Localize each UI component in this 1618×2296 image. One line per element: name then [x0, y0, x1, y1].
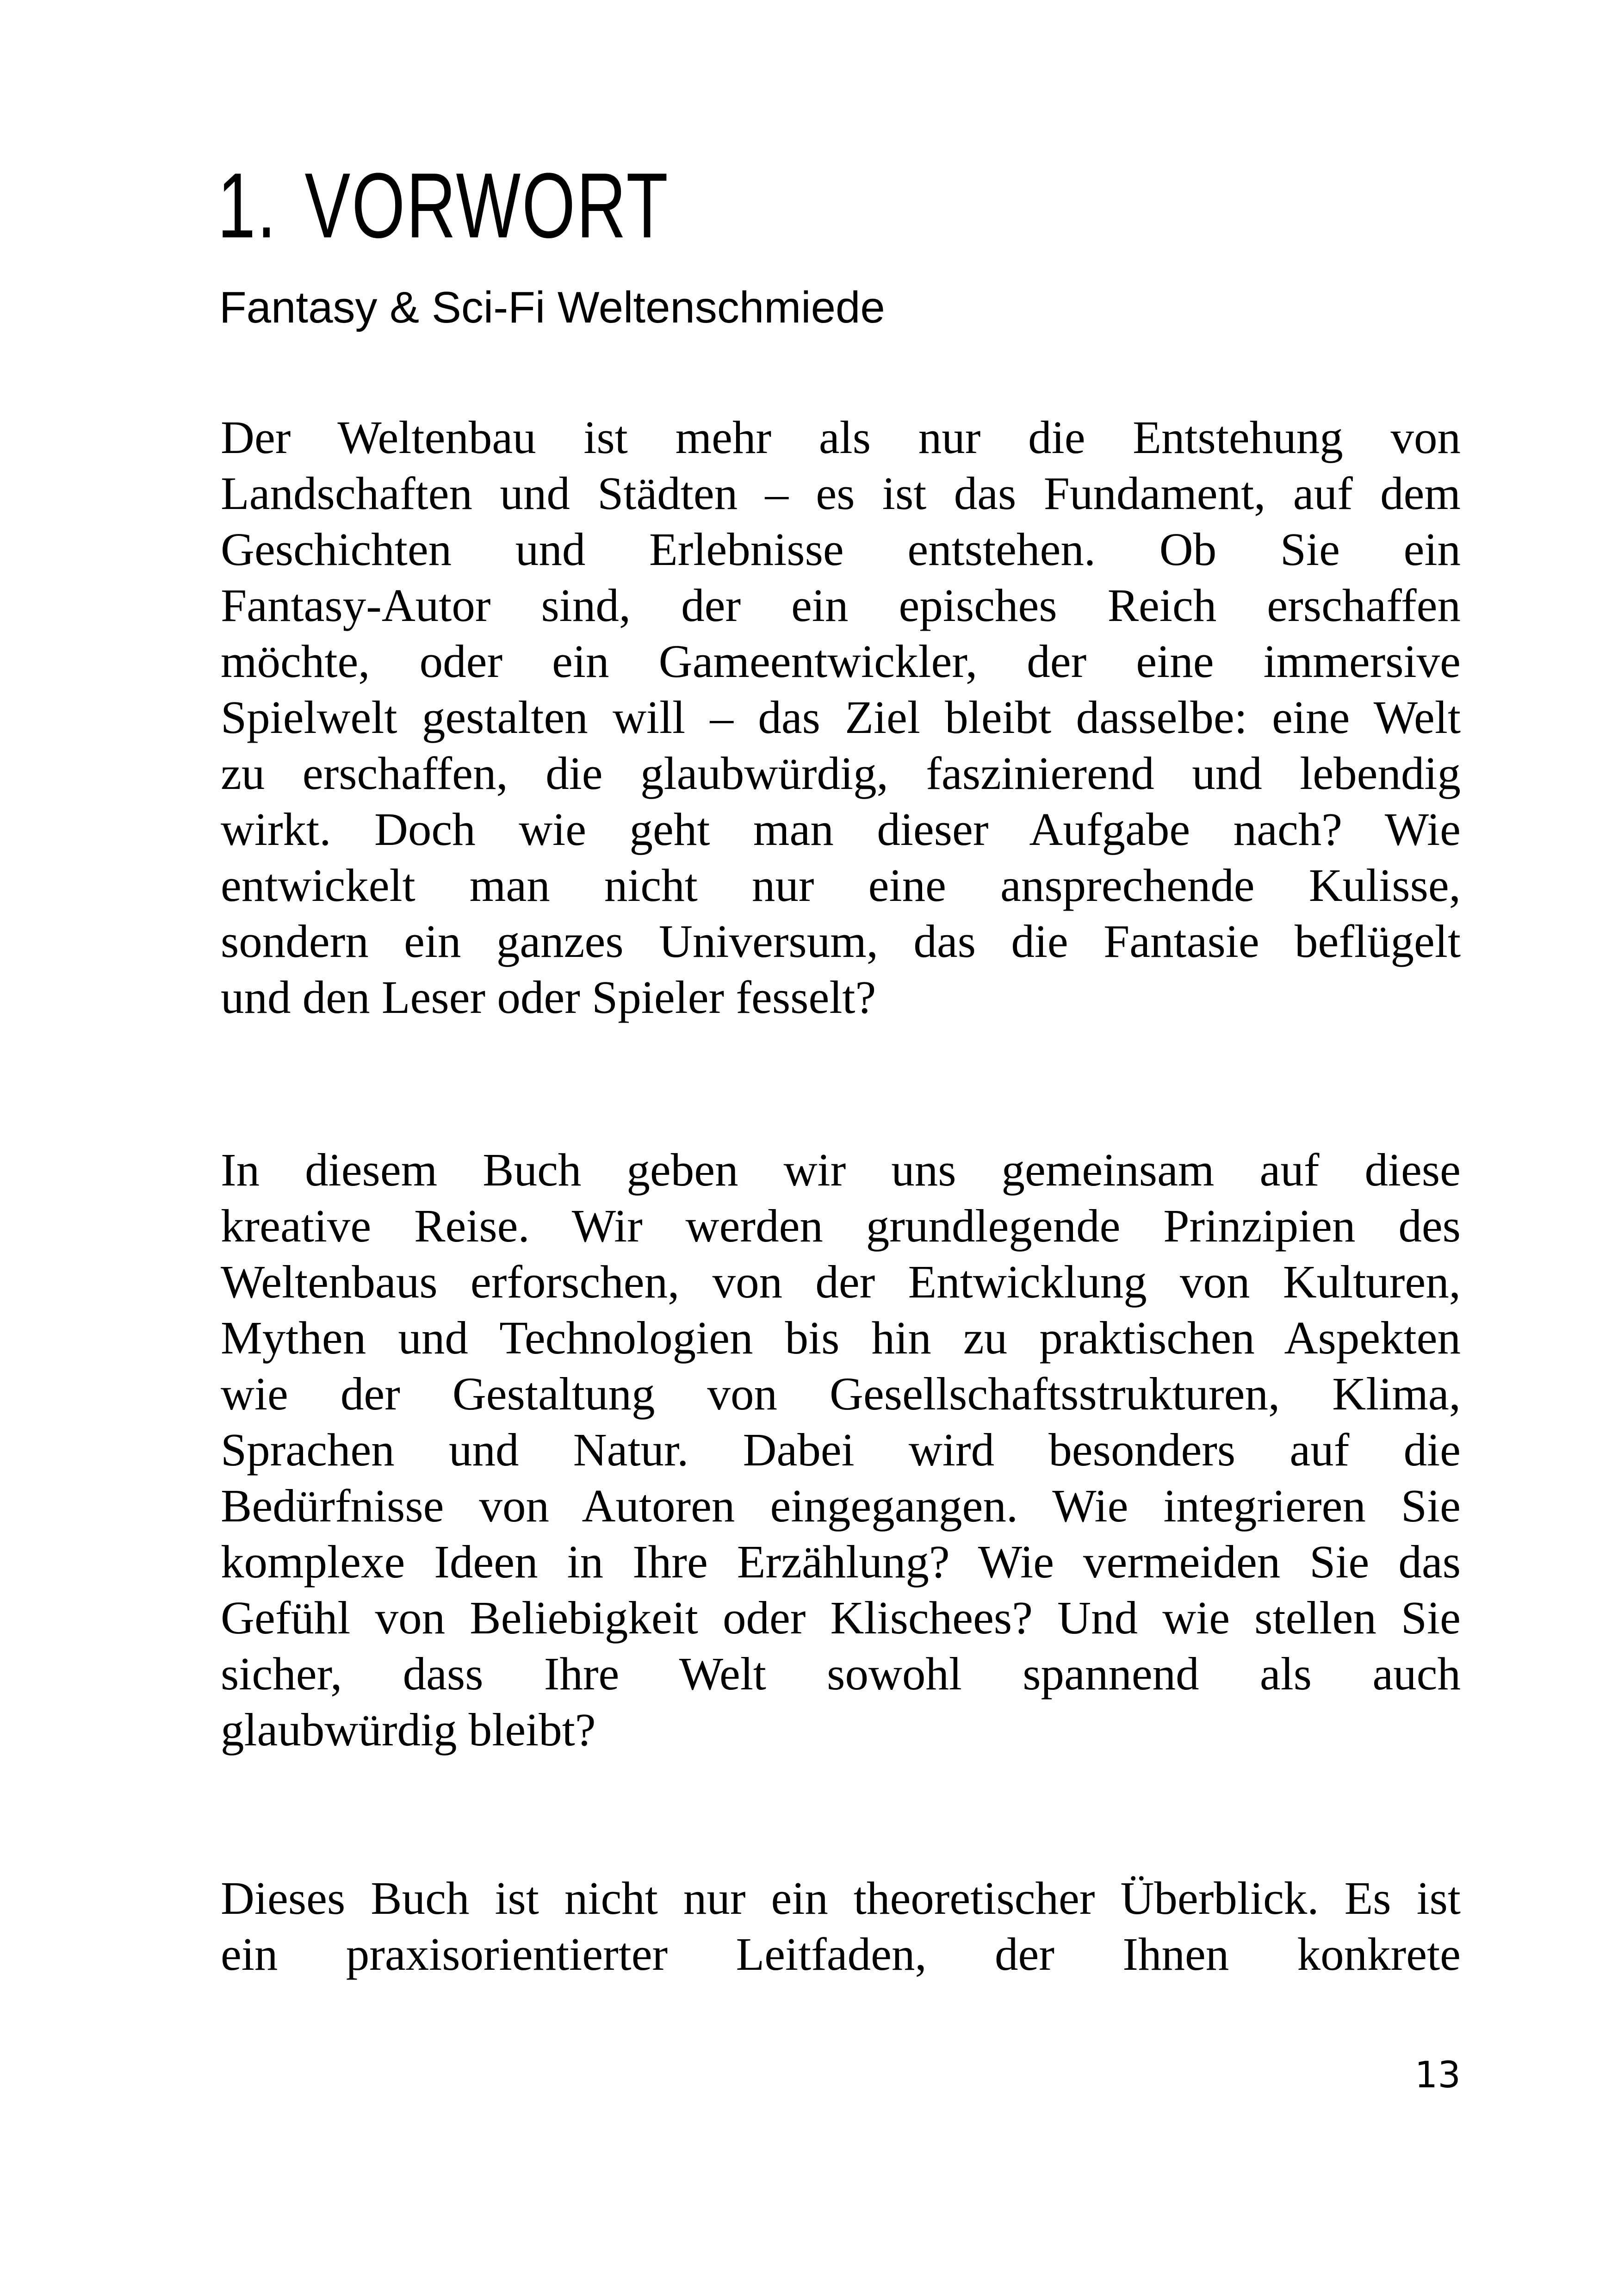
text-line: Fantasy-Autor sind, der ein episches Reich erschaffen [221, 579, 1461, 631]
chapter-heading [217, 153, 670, 259]
text-line: Mythen und Technologien bis hin zu praktischen Aspekten [221, 1312, 1461, 1364]
text-line: Dieses Buch ist nicht nur ein theoretischer Überblick. Es ist [221, 1872, 1461, 1924]
paragraph-3 [221, 1870, 1461, 1982]
text-line: entwickelt man nicht nur eine ansprechende Kulisse, [221, 859, 1461, 911]
text-line: Landschaften und Städten – es ist das Fundament, auf dem [221, 467, 1461, 519]
text-line: In diesem Buch geben wir uns gemeinsam auf diese [221, 1144, 1461, 1196]
text-line: komplexe Ideen in Ihre Erzählung? Wie vermeiden Sie das [221, 1536, 1461, 1588]
paragraph-2 [221, 1142, 1461, 1758]
text-line: zu erschaffen, die glaubwürdig, faszinierend und lebendig [221, 747, 1461, 799]
text-line: wirkt. Doch wie geht man dieser Aufgabe nach? Wie [221, 803, 1461, 855]
text-line: sondern ein ganzes Universum, das die Fantasie beflügelt [221, 915, 1461, 967]
text-line: kreative Reise. Wir werden grundlegende Prinzipien des [221, 1200, 1461, 1252]
text-line: Der Weltenbau ist mehr als nur die Entstehung von [221, 411, 1461, 463]
text-line: wie der Gestaltung von Gesellschaftsstrukturen, Klima, [221, 1368, 1461, 1420]
text-line: Sprachen und Natur. Dabei wird besonders auf die [221, 1424, 1461, 1476]
text-line: glaubwürdig bleibt? [221, 1704, 596, 1756]
text-line: Bedürfnisse von Autoren eingegangen. Wie integrieren Sie [221, 1480, 1461, 1532]
book-subtitle: Fantasy & Sci-Fi Weltenschmiede [219, 283, 885, 332]
chapter-number: 1. [217, 154, 278, 257]
text-line: Weltenbaus erforschen, von der Entwicklung von Kulturen, [221, 1256, 1461, 1308]
text-line: Spielwelt gestalten will – das Ziel bleibt dasselbe: eine Welt [221, 691, 1461, 743]
text-line: Geschichten und Erlebnisse entstehen. Ob Sie ein [221, 523, 1461, 575]
text-line: Gefühl von Beliebigkeit oder Klischees? Und wie stellen Sie [221, 1592, 1461, 1644]
page-number: 13 [1414, 2054, 1461, 2096]
chapter-title: VORWORT [304, 154, 670, 257]
text-line: und den Leser oder Spieler fesselt? [221, 971, 876, 1023]
text-line: möchte, oder ein Gameentwickler, der eine immersive [221, 635, 1461, 687]
paragraph-1 [221, 410, 1461, 1025]
text-line: sicher, dass Ihre Welt sowohl spannend als auch [221, 1648, 1461, 1700]
text-line: ein praxisorientierter Leitfaden, der Ihnen konkrete [221, 1928, 1461, 1980]
